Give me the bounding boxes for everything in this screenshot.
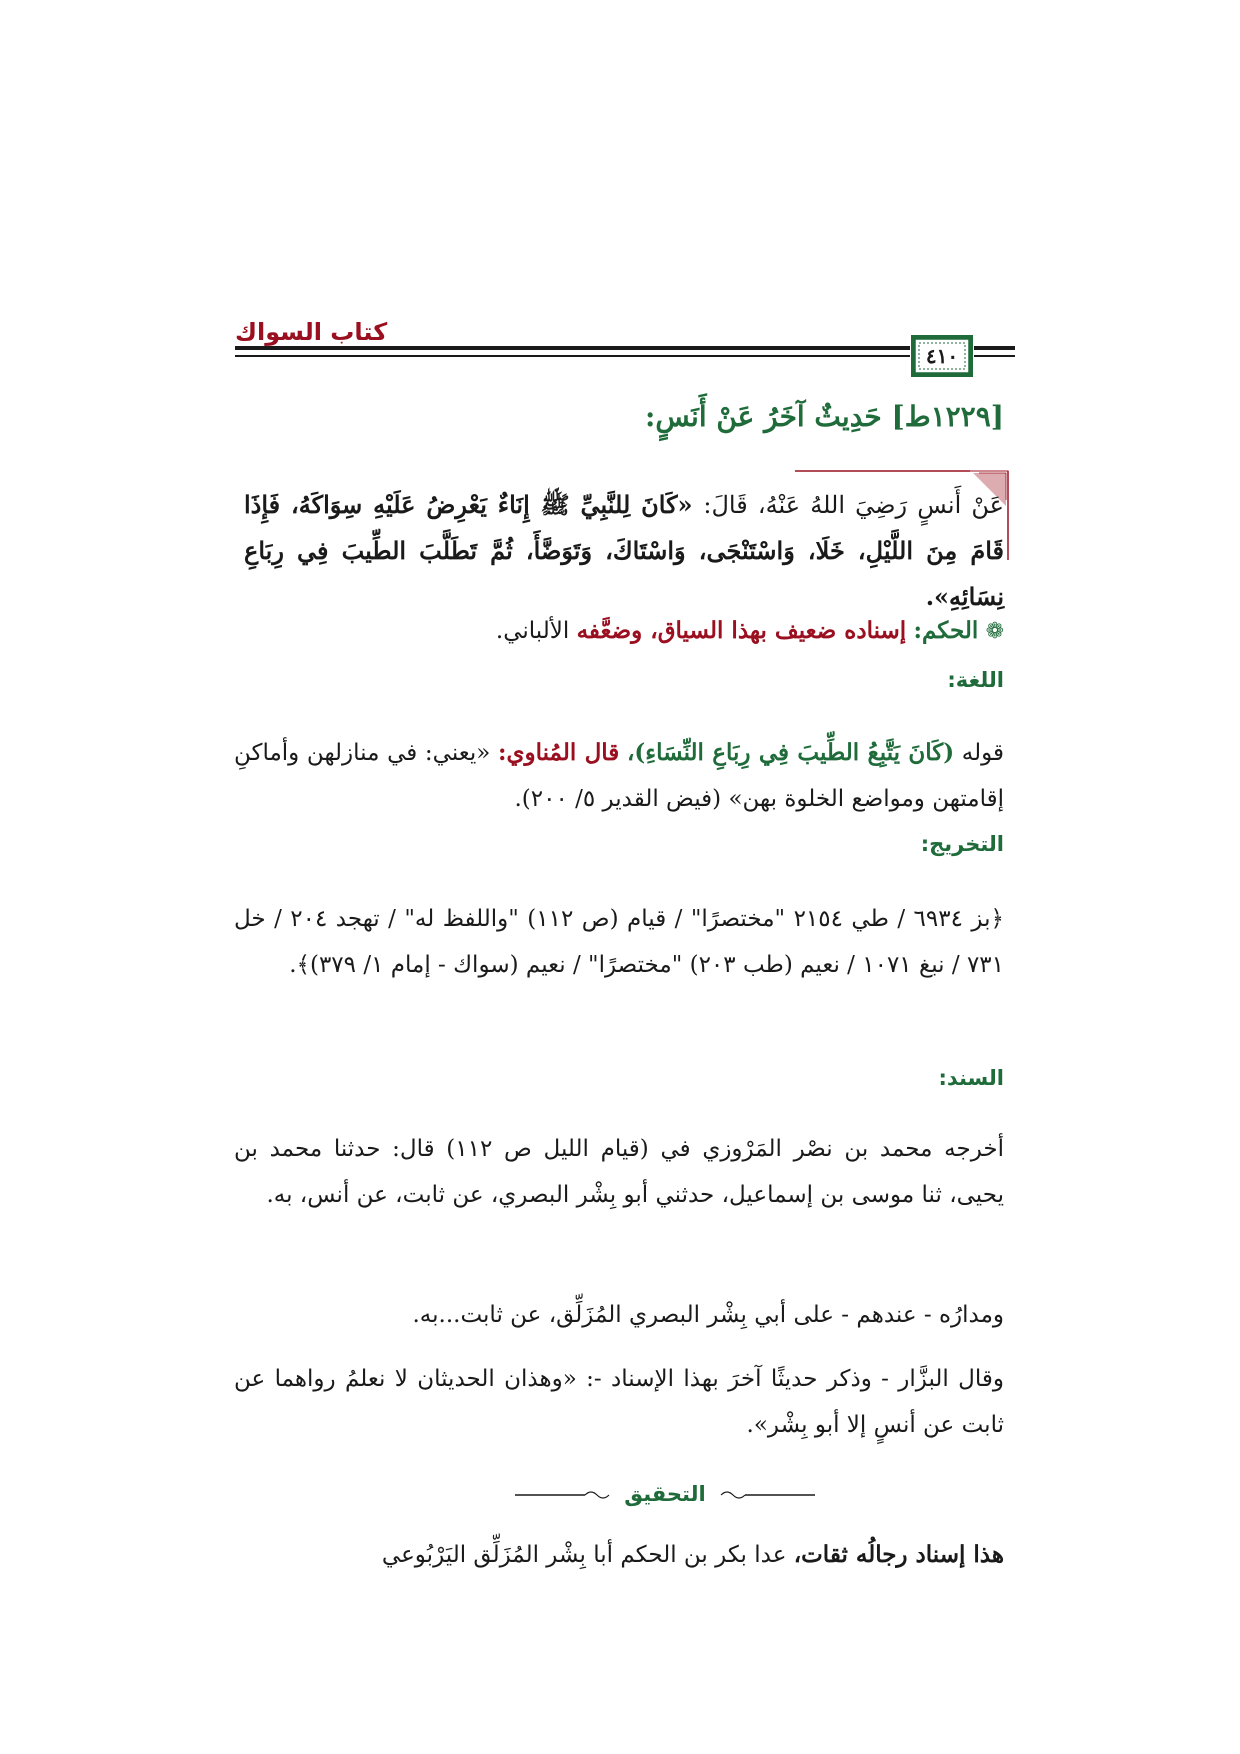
ruling-label: الحكم: [913, 617, 979, 644]
ruling-ornament-icon: ❁ [985, 619, 1004, 644]
header-rule-thick [235, 346, 1015, 350]
page-number: ٤١٠ [925, 344, 959, 368]
sanad-text-1: أخرجه محمد بن نصْر المَرْوزي في (قيام الليل ص ١١٢) قال: حدثنا محمد بن يحيى، ثنا موسى بن إسماعيل، حدثني أبو بِشْر البصري، عن ثابت، عن أنس، به. [234, 1136, 1005, 1208]
tahqiq-label: التحقيق [624, 1482, 706, 1506]
ruling-line [234, 608, 1004, 655]
language-text-1: قوله [961, 740, 1004, 766]
language-quote: (كَانَ يَتَّبِعُ الطِّيبَ فِي رِبَاعِ النِّسَاءِ)، [626, 739, 955, 766]
language-label: اللغة: [947, 668, 1004, 692]
hadith-text [244, 482, 1004, 620]
book-title: كتاب السواك [235, 318, 388, 346]
takhrij-label: التخريج: [920, 832, 1004, 856]
tahqiq-paragraph [234, 1532, 1004, 1578]
ruling-text: إسناده ضعيف بهذا السياق، وضعَّفه [576, 617, 907, 644]
sanad-label: السند: [938, 1066, 1004, 1090]
language-munawi: قال المُناوي: [497, 739, 620, 766]
sanad-text-3: وقال البزَّار - وذكر حديثًا آخرَ بهذا الإسناد -: «وهذان الحديثان لا نعلمُ رواهما عن ثابت عن أنسٍ إلا أبو بِشْر». [234, 1366, 1004, 1438]
sanad-text-2: ومدارُه - عندهم - على أبي بِشْر البصري المُزَلِّق، عن ثابت...به. [412, 1302, 1004, 1328]
language-text-2: «يعني: في منازلهن وأماكنِ إقامتهن ومواضع الخلوة بهن» (فيض القدير ٥/ ٢٠٠). [234, 740, 1004, 812]
takhrij-text: ﴿بز ٦٩٣٤ / طي ٢١٥٤ "مختصرًا" / قيام (ص ١١٢) "واللفظ له" / تهجد ٢٠٤ / خل ٧٣١ / نبغ ١٠٧١ / نعيم (طب ٢٠٣) "مختصرًا" / نعيم (سواك - إمام ١/ ٣٧٩)﴾. [234, 906, 1004, 978]
tahqiq-bold: هذا إسناد رجالُه ثقات، [793, 1541, 1004, 1568]
ruling-rest: الألباني. [495, 618, 570, 644]
language-paragraph [234, 730, 1004, 822]
tahqiq-text: عدا بكر بن الحكم أبا بِشْر المُزَلِّق اليَرْبُوعي [381, 1542, 787, 1568]
header-rule-thin [235, 355, 1015, 357]
hadith-narrator: عَنْ أَنسٍ رَضِيَ اللهُ عَنْهُ، قَالَ: [703, 491, 1004, 519]
hadith-body: «كَانَ لِلنَّبِيِّ ﷺ إِنَاءٌ يَعْرِضُ عَلَيْهِ سِوَاكَهُ، فَإِذَا قَامَ مِنَ اللَّيْلِ، خَلَا، وَاسْتَنْجَى، وَاسْتَاكَ، وَتَوَضَّأَ، ثُمَّ تَطَلَّبَ الطِّيبَ فِي رِبَاعِ نِسَائِهِ». [244, 490, 1004, 611]
hadith-heading: [١٢٢٩ط] حَدِيثٌ آخَرُ عَنْ أَنَسٍ: [645, 400, 1004, 433]
